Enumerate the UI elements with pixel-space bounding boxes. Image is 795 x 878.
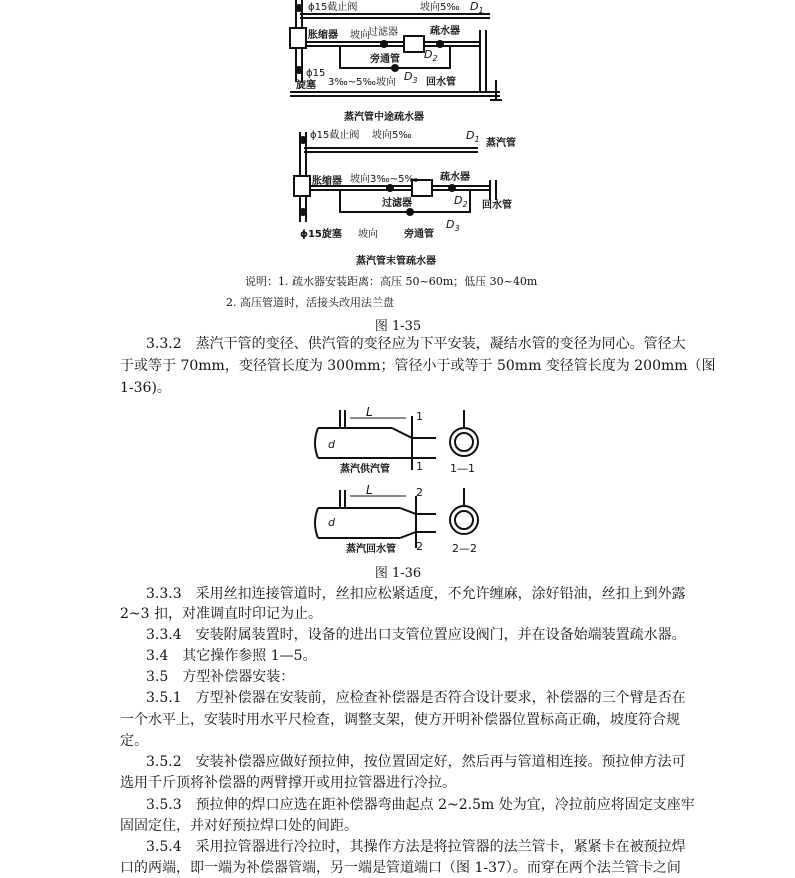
text-line: 3.3.3 采用丝扣连接管道时，丝扣应松紧适度，不允许缠麻，涂好铅油，丝扣上到外露 [146,586,686,602]
label-filter: 过滤器 [368,27,398,38]
label-d3: $D_3$ [404,70,418,85]
text-line: 3.5.4 采用拉管器进行冷拉时，其操作方法是将拉管器的法兰管卡，紧紧卡在被预拉焊 [146,839,686,855]
text-line: 3.5.1 方型补偿器在安装前，应检查补偿器是否符合设计要求，补偿器的三个臂是否在 [146,690,686,706]
label-filter: 过滤器 [382,198,412,209]
label-return: 回水管 [426,77,456,88]
label-expander: 胀缩器 [312,176,342,187]
figure-label-1-36: 图 1-36 [374,566,422,581]
label-return: 回水管 [482,200,512,211]
label-expander: 胀缩器 [308,30,338,41]
caption-midway-trap: 蒸汽管中途疏水器 [344,112,424,123]
label-slope: 坡向5‰ [420,2,460,13]
para-3-3-2-line2: 于或等于 70mm，变径管长度为 300mm；管径小于或等于 50mm 变径管长度为 200mm（图 [120,358,716,374]
dim-L-return: L [366,483,373,497]
label-steam-pipe: 蒸汽管 [486,138,516,149]
label-bypass: 旁通管 [370,54,400,65]
label-d1: $D_1$ [470,0,484,15]
caption-supply: 蒸汽供汽管 [340,464,390,475]
label-d2: $D_2$ [424,48,438,63]
text-line: 3.5.3 预拉伸的焊口应选在距补偿器弯曲起点 2~2.5m 处为宜，冷拉前应将固定支座牢 [146,797,695,813]
mark-1-top: 1 [416,410,423,423]
note-1: 说明：1. 疏水器安装距离：高压 50~60m；低压 30~40m [245,275,538,288]
text-line: 定。 [120,733,148,749]
text-line: 3.5.2 安装补偿器应做好预拉伸，按位置固定好，然后再与管道相连接。预拉伸方法可 [146,754,686,770]
text-line: 2~3 扣，对准调直时印记为止。 [120,606,322,622]
label-plug2: 旋塞 [296,80,316,91]
label-plug1: ϕ15 [306,68,326,79]
mark-2-bottom: 2 [416,540,423,553]
label-trap: 疏水器 [430,26,460,37]
text-line: 一个水平上，安装时用水平尺检查，调整支架，使方开明补偿器位置标高正确，坡度符合规 [120,712,680,728]
dim-d-supply: d [328,438,335,451]
label-slope: 坡向5‰ [372,130,412,141]
mark-2-top: 2 [416,486,423,499]
label-d3: $D_3$ [446,218,460,233]
caption-return: 蒸汽回水管 [346,544,396,555]
text-line: 口的两端，即一端为补偿器管端，另一端是管道端口（图 1-37）。而穿在两个法兰管卡之间 [120,860,681,876]
label-d2: $D_2$ [454,194,468,209]
caption-end-trap: 蒸汽管末管疏水器 [356,256,436,267]
label-slope2: 3‰~5‰ [328,77,376,88]
note-2: 2. 高压管道时，活接头改用法兰盘 [226,296,394,309]
section-1-1: 1—1 [450,462,475,475]
text-line: 3.3.4 安装附属装置时，设备的进出口支管位置应设阀门，并在设备始端装置疏水器。 [146,627,686,643]
label-d1: $D_1$ [466,129,480,144]
text-line: 选用千斤顶将补偿器的两臂撑开或用拉管器进行冷拉。 [120,775,456,791]
label-plug: ϕ15旋塞 [300,229,342,240]
para-3-3-2-line3: 1-36)。 [120,380,171,396]
label-valve: ϕ15截止阀 [308,2,358,13]
dim-L-supply: L [366,405,373,419]
para-3-3-2-line1: 3.3.2 蒸汽干管的变径、供汽管的变径应为下平安装，凝结水管的变径为同心。管径大 [146,336,686,352]
label-slope-dir: 坡向 [350,30,370,41]
section-2-2: 2—2 [452,542,477,555]
label-slope-dir: 坡向 [358,229,378,240]
text-line: 3.5 方型补偿器安装： [146,669,295,685]
text-line: 3.4 其它操作参照 1—5。 [146,648,317,664]
label-slope2: 坡向3‰~5‰ [350,174,418,185]
label-bypass: 旁通管 [404,229,434,240]
label-slope-dir2: 坡向 [376,77,396,88]
label-trap: 疏水器 [440,172,470,183]
label-valve: ϕ15截止阀 [310,130,360,141]
dim-d-return: d [328,516,335,529]
text-line: 固固定住，并对好预拉焊口处的间距。 [120,818,358,834]
mark-1-bottom: 1 [416,460,423,473]
figure-label-1-35: 图 1-35 [374,319,422,334]
